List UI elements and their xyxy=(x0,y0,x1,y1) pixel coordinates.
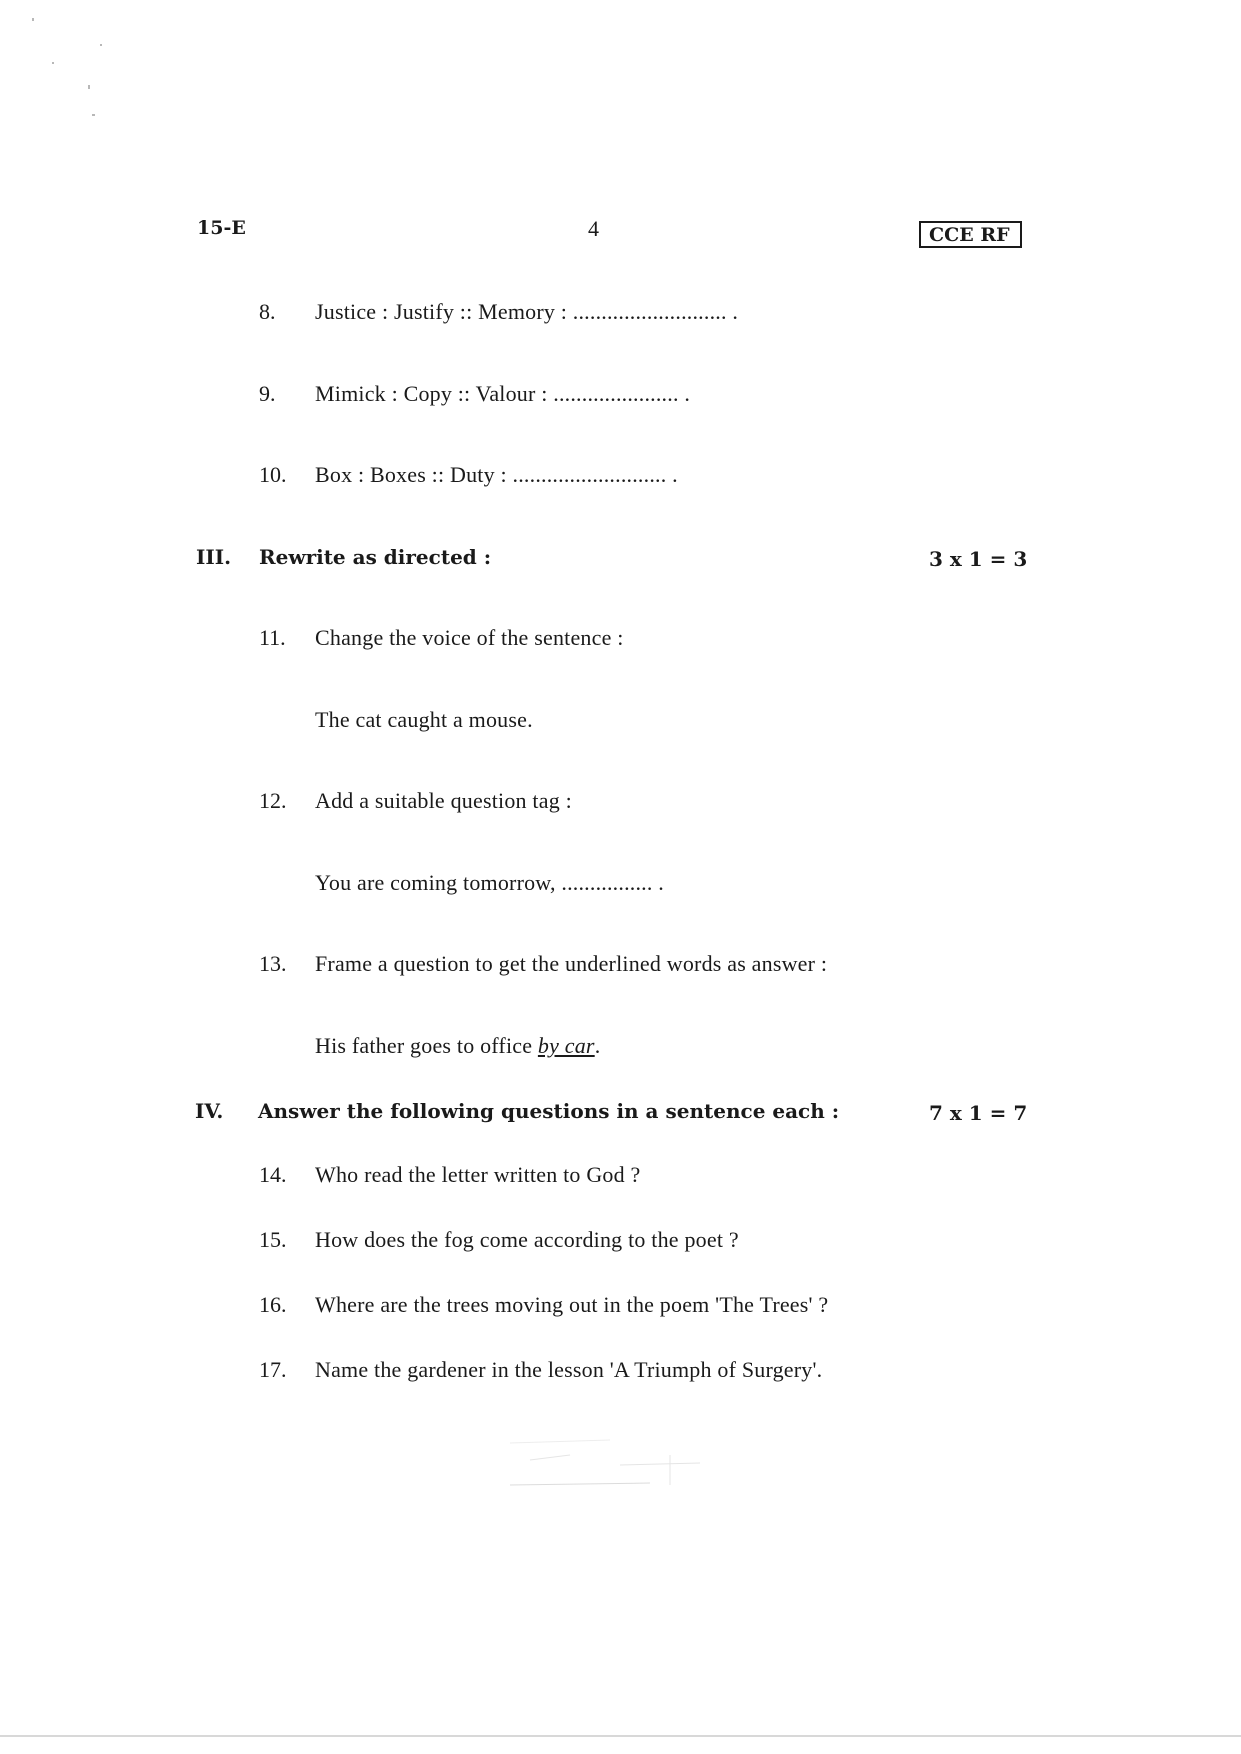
scan-speck xyxy=(100,44,102,46)
section-3-number: III. xyxy=(196,545,232,569)
question-8-text: Justice : Justify :: Memory : ........................... . xyxy=(315,299,739,324)
faint-stamp-smudge xyxy=(510,1425,700,1495)
paper-code: 15-E xyxy=(197,217,246,239)
question-14-number: 14. xyxy=(259,1162,287,1187)
scan-bottom-edge xyxy=(0,1735,1241,1737)
question-13-sentence-end: . xyxy=(594,1033,601,1058)
question-11-text: Change the voice of the sentence : xyxy=(315,625,624,650)
section-3-title: Rewrite as directed : xyxy=(259,545,492,569)
scan-speck xyxy=(92,114,95,116)
question-12-number: 12. xyxy=(259,788,287,813)
series-code-box: CCE RF xyxy=(919,221,1022,248)
question-13-sentence xyxy=(315,1033,600,1059)
scan-speck xyxy=(32,18,34,21)
question-15-number: 15. xyxy=(259,1227,287,1252)
question-9-text: Mimick : Copy :: Valour : ...................... . xyxy=(315,381,691,406)
section-4-number: IV. xyxy=(195,1099,224,1123)
section-3-marks: 3 x 1 = 3 xyxy=(929,547,1028,571)
question-9-number: 9. xyxy=(259,381,276,406)
question-8-number: 8. xyxy=(259,299,276,324)
scan-speck xyxy=(52,62,54,64)
question-10-text: Box : Boxes :: Duty : ........................... . xyxy=(315,462,678,487)
question-11-number: 11. xyxy=(259,625,286,650)
question-11-sentence: The cat caught a mouse. xyxy=(315,707,533,732)
question-13-underlined-words: by car xyxy=(537,1033,595,1058)
question-13-sentence-start: His father goes to office xyxy=(315,1033,538,1058)
question-16-number: 16. xyxy=(259,1292,287,1317)
question-10-number: 10. xyxy=(259,462,287,487)
question-16-text: Where are the trees moving out in the poem 'The Trees' ? xyxy=(315,1292,829,1317)
section-4-title: Answer the following questions in a sentence each : xyxy=(258,1099,840,1123)
page-number: 4 xyxy=(588,216,599,241)
scan-speck xyxy=(88,85,90,89)
question-12-text: Add a suitable question tag : xyxy=(315,788,572,813)
question-13-text: Frame a question to get the underlined words as answer : xyxy=(315,951,828,976)
question-14-text: Who read the letter written to God ? xyxy=(315,1162,641,1187)
question-17-text: Name the gardener in the lesson 'A Triumph of Surgery'. xyxy=(315,1357,823,1382)
question-17-number: 17. xyxy=(259,1357,287,1382)
question-12-sentence: You are coming tomorrow, ................ . xyxy=(315,870,664,895)
section-4-marks: 7 x 1 = 7 xyxy=(929,1101,1028,1125)
question-13-number: 13. xyxy=(259,951,287,976)
question-15-text: How does the fog come according to the poet ? xyxy=(315,1227,739,1252)
